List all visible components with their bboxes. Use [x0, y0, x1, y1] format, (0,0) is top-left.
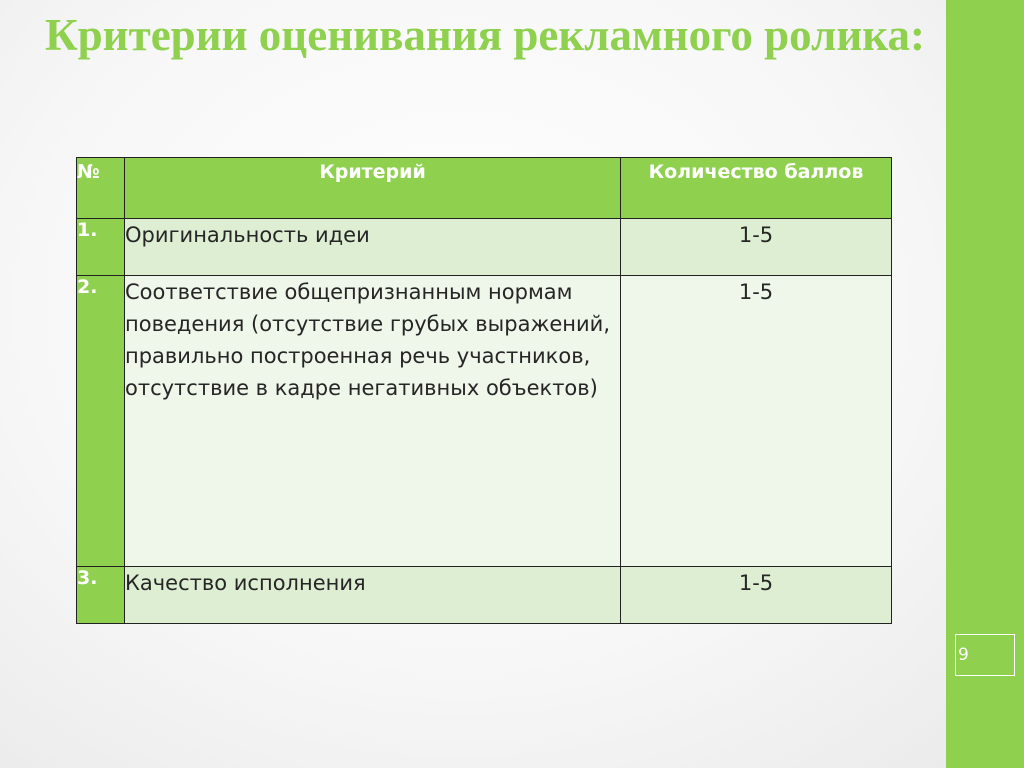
slide-number: 9: [955, 634, 1015, 676]
header-criterion: Критерий: [125, 158, 621, 219]
table-row: [77, 276, 892, 567]
row-points: 1-5: [621, 219, 892, 276]
slide-title: Критерии оценивания рекламного ролика:: [45, 10, 925, 60]
header-points: Количество баллов: [621, 158, 892, 219]
criteria-table: [76, 157, 892, 624]
row-points: 1-5: [621, 567, 892, 624]
table-row: [77, 219, 892, 276]
row-criterion: Соответствие общепризнанным нормам поведения (отсутствие грубых выражений, правильно построенная речь участников, отсутствие в кадре негативных объектов): [125, 276, 621, 567]
row-criterion: Качество исполнения: [125, 567, 621, 624]
header-number: №: [77, 158, 125, 219]
table-row: [77, 567, 892, 624]
row-number: 1.: [77, 219, 125, 276]
row-points: 1-5: [621, 276, 892, 567]
row-number: 3.: [77, 567, 125, 624]
table-header-row: [77, 158, 892, 219]
row-number: 2.: [77, 276, 125, 567]
row-criterion: Оригинальность идеи: [125, 219, 621, 276]
